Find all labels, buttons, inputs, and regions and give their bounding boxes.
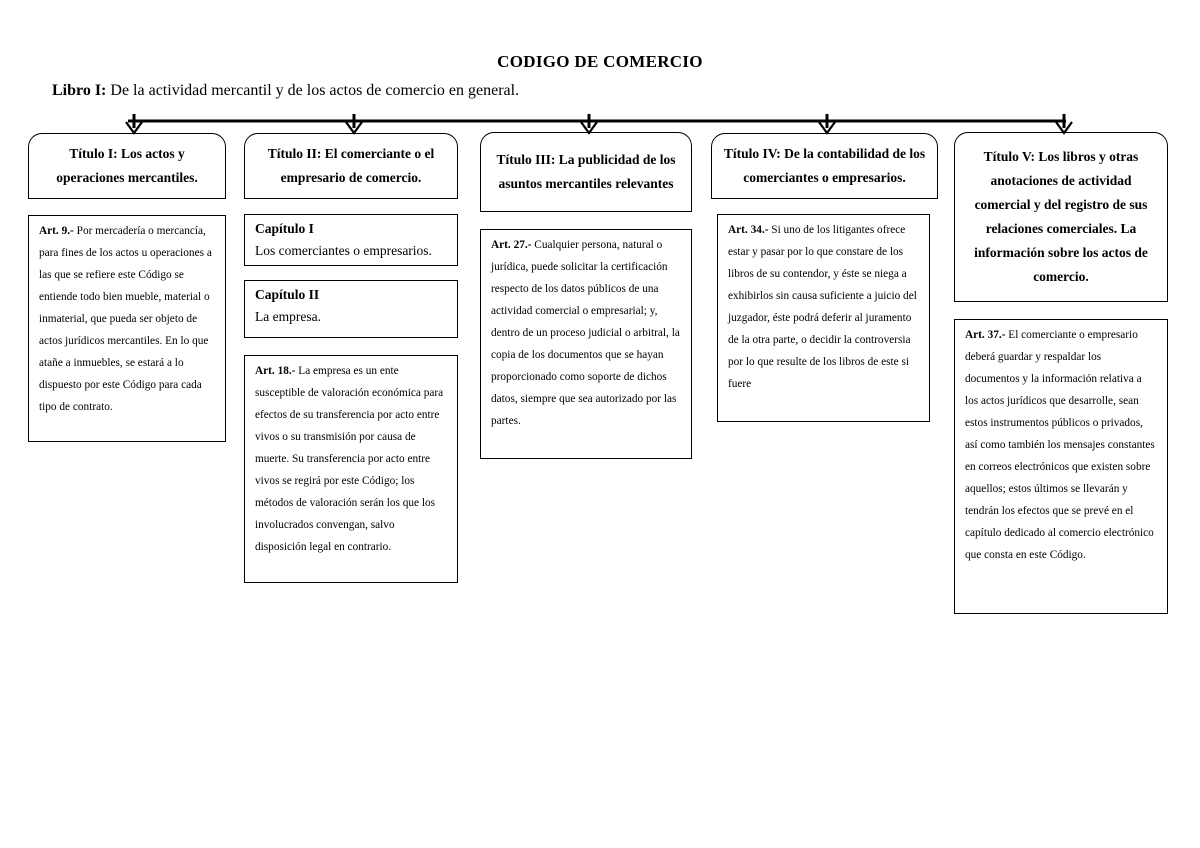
article-18-box [244,355,458,583]
capitulo-1-box [244,214,458,266]
article-27-box [480,229,692,459]
arrow-1 [126,114,142,133]
capitulo-1-text: Los comerciantes o empresarios. [255,243,432,258]
connector-lines [0,0,1200,150]
titulo-3-heading: Título III: La publicidad de los asuntos mercantiles relevantes [496,152,676,191]
article-27-text: Cualquier persona, natural o jurídica, puede solicitar la certificación respecto de los datos públicos de una actividad comercial o empresarial; y, dentro de un proceso judicial o arbitral, la copia de los documentos que se hayan proporcionado como soporte de dichos datos, siempre que sea autorizado por las partes. [491,239,680,427]
arrow-4 [819,114,835,133]
article-37-label: Art. 37.- [965,329,1006,341]
article-34-label: Art. 34.- [728,224,769,236]
arrow-3 [581,114,597,133]
titulo-5-heading: Título V: Los libros y otras anotaciones de actividad comercial y del registro de sus relaciones comerciales. La información sobre los actos de comercio. [974,149,1148,284]
titulo-2-box [244,133,458,199]
document-title: CODIGO DE COMERCIO [497,52,703,71]
titulo-3-box [480,132,692,212]
article-27-label: Art. 27.- [491,239,532,251]
article-18-text: La empresa es un ente susceptible de valoración económica para efectos de su transferencia por acto entre vivos o su transmisión por causa de muerte. Su transferencia por acto entre vivos se regirá por este Código; los métodos de valoración serán los que los involucrados convengan, salvo disposición legal en contrario. [255,365,444,553]
capitulo-1-label: Capítulo I [255,221,314,236]
article-9-label: Art. 9.- [39,225,74,237]
arrow-5 [1056,114,1072,133]
article-18-label: Art. 18.- [255,365,296,377]
article-37-text: El comerciante o empresario deberá guardar y respaldar los documentos y la información relativa a los actos jurídicos que desarrolle, sean estos instrumentos públicos o privados, así como también los mensajes constantes en correos electrónicos que existen sobre aquellos; estos últimos se llevarán y tendrán los efectos que se prevé en el capítulo dedicado al comercio electrónico que consta en este Código. [965,329,1155,561]
arrow-2 [346,114,362,133]
article-34-box [717,214,930,422]
capitulo-2-box [244,280,458,338]
capitulo-2-text: La empresa. [255,309,321,324]
capitulo-2-label: Capítulo II [255,287,320,302]
article-9-box [28,215,226,442]
libro-label: Libro I: [52,82,107,99]
titulo-1-box [28,133,226,199]
article-9-text: Por mercadería o mercancía, para fines de los actos u operaciones a las que se refiere este Código se entiende todo bien mueble, material o inmaterial, que pueda ser objeto de actos jurídicos mercantiles. En lo que atañe a inmuebles, se estará a lo dispuesto por este Código para cada tipo de contrato. [39,225,212,413]
libro-text: De la actividad mercantil y de los actos de comercio en general. [110,82,520,99]
titulo-5-box [954,132,1168,302]
titulo-2-heading: Título II: El comerciante o el empresario de comercio. [267,146,435,185]
article-34-text: Si uno de los litigantes ofrece estar y pasar por lo que constare de los libros de su contendor, y éste se niega a exhibirlos sin causa suficiente a juicio del juzgador, éste podrá deferir al juramento de la otra parte, o decidir la controversia por lo que resulte de los libros de este si fuere [728,224,917,390]
titulo-1-heading: Título I: Los actos y operaciones mercantiles. [56,146,198,185]
article-37-box [954,319,1168,614]
titulo-4-heading: Título IV: De la contabilidad de los comerciantes o empresarios. [723,146,926,185]
titulo-4-box [711,133,938,199]
